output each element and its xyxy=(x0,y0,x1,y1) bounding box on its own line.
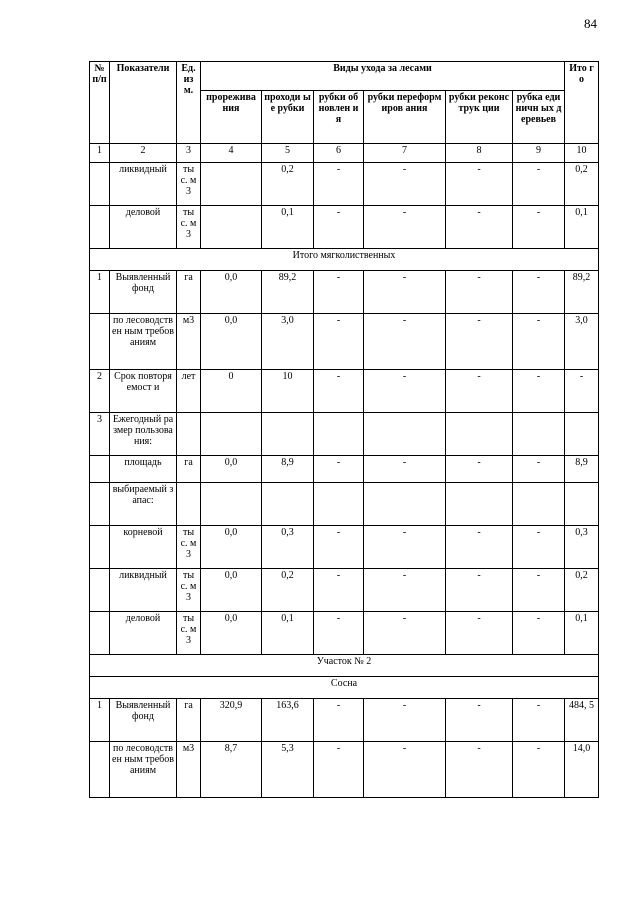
table-cell xyxy=(177,483,201,526)
table-cell xyxy=(446,413,513,456)
table-cell: 0,2 xyxy=(565,163,599,206)
table-cell: - xyxy=(364,271,446,314)
table-cell: - xyxy=(314,526,364,569)
table-cell: 89,2 xyxy=(565,271,599,314)
table-cell: га xyxy=(177,456,201,483)
table-cell: - xyxy=(513,314,565,370)
table-cell: 484, 5 xyxy=(565,699,599,742)
table-row xyxy=(90,699,599,742)
table-cell: 320,9 xyxy=(201,699,262,742)
table-cell: - xyxy=(446,699,513,742)
table-cell: - xyxy=(314,569,364,612)
table-cell: - xyxy=(364,163,446,206)
table-cell: - xyxy=(446,456,513,483)
table-cell: 8,7 xyxy=(201,742,262,798)
table-cell: 3,0 xyxy=(262,314,314,370)
column-number: 2 xyxy=(110,144,177,163)
table-row xyxy=(90,370,599,413)
table-cell: - xyxy=(513,569,565,612)
table-cell: - xyxy=(446,370,513,413)
header-type: рубки реконструк ции xyxy=(446,91,513,144)
table-cell: 8,9 xyxy=(262,456,314,483)
forest-care-table xyxy=(89,61,599,798)
table-cell xyxy=(201,483,262,526)
table-cell: ты с. м3 xyxy=(177,163,201,206)
table-cell: - xyxy=(314,742,364,798)
table-cell xyxy=(446,483,513,526)
header-type: рубка единичн ых деревьев xyxy=(513,91,565,144)
table-cell xyxy=(177,413,201,456)
table-cell: ты с. м3 xyxy=(177,526,201,569)
table-cell: деловой xyxy=(110,612,177,655)
table-cell: - xyxy=(446,569,513,612)
table-cell: - xyxy=(364,314,446,370)
table-cell: ты с. м3 xyxy=(177,612,201,655)
header-group: Виды ухода за лесами xyxy=(201,62,565,91)
table-cell xyxy=(262,483,314,526)
section-title: Итого мягколиственных xyxy=(90,249,599,271)
column-number: 6 xyxy=(314,144,364,163)
table-cell: по лесоводствен ным требованиям xyxy=(110,742,177,798)
table-cell: 8,9 xyxy=(565,456,599,483)
table-cell: 1 xyxy=(90,699,110,742)
table-cell: - xyxy=(314,163,364,206)
table-row xyxy=(90,612,599,655)
header-row xyxy=(90,62,599,91)
table-cell: 0 xyxy=(201,370,262,413)
table-cell xyxy=(565,483,599,526)
table-cell: 0,2 xyxy=(262,163,314,206)
table-row xyxy=(90,526,599,569)
table-cell: - xyxy=(314,699,364,742)
header-total: Ито го xyxy=(565,62,599,144)
table-cell: - xyxy=(364,612,446,655)
table-cell: - xyxy=(513,742,565,798)
table-row xyxy=(90,456,599,483)
table-cell: 5,3 xyxy=(262,742,314,798)
table-cell: 0,0 xyxy=(201,271,262,314)
column-number: 5 xyxy=(262,144,314,163)
table-cell: - xyxy=(314,456,364,483)
table-cell: - xyxy=(446,163,513,206)
table-cell xyxy=(513,413,565,456)
table-cell: лет xyxy=(177,370,201,413)
table-cell: 0,2 xyxy=(565,569,599,612)
section-title: Участок № 2 xyxy=(90,655,599,677)
table-cell: - xyxy=(513,612,565,655)
table-cell: 0,3 xyxy=(565,526,599,569)
table-cell: га xyxy=(177,271,201,314)
table-cell xyxy=(90,483,110,526)
table-cell: - xyxy=(446,271,513,314)
table-cell: - xyxy=(364,370,446,413)
section-row xyxy=(90,655,599,677)
table-cell: 14,0 xyxy=(565,742,599,798)
table-row xyxy=(90,483,599,526)
table-cell: ликвидный xyxy=(110,569,177,612)
table-cell: - xyxy=(446,206,513,249)
table-cell: ты с. м3 xyxy=(177,569,201,612)
table-cell: 0,0 xyxy=(201,314,262,370)
table-cell xyxy=(201,206,262,249)
column-number: 1 xyxy=(90,144,110,163)
table-cell: 3,0 xyxy=(565,314,599,370)
table-cell: - xyxy=(513,526,565,569)
table-cell xyxy=(90,314,110,370)
table-cell: - xyxy=(364,699,446,742)
table-cell: - xyxy=(513,163,565,206)
table-cell: - xyxy=(513,699,565,742)
page-number: 84 xyxy=(584,16,597,31)
table-cell: Ежегодный размер пользования: xyxy=(110,413,177,456)
table-cell: - xyxy=(446,314,513,370)
table-row xyxy=(90,742,599,798)
table-cell: ликвидный xyxy=(110,163,177,206)
table-cell: корневой xyxy=(110,526,177,569)
table-cell xyxy=(565,413,599,456)
header-type: рубки переформиров ания xyxy=(364,91,446,144)
table-cell: - xyxy=(364,742,446,798)
table-cell: - xyxy=(513,456,565,483)
table-cell: 0,1 xyxy=(565,612,599,655)
table-cell: - xyxy=(314,370,364,413)
table-cell: - xyxy=(446,526,513,569)
table-cell: Выявленный фонд xyxy=(110,271,177,314)
table-cell xyxy=(90,742,110,798)
table-cell: - xyxy=(364,526,446,569)
section-row xyxy=(90,677,599,699)
table-cell: 2 xyxy=(90,370,110,413)
table-cell: Срок повторяемост и xyxy=(110,370,177,413)
table-cell xyxy=(201,413,262,456)
table-cell: 0,0 xyxy=(201,526,262,569)
table-cell: 0,0 xyxy=(201,612,262,655)
table-cell xyxy=(513,483,565,526)
table-cell: Выявленный фонд xyxy=(110,699,177,742)
table-cell: 163,6 xyxy=(262,699,314,742)
table-body xyxy=(90,163,599,798)
section-row xyxy=(90,249,599,271)
table-cell: - xyxy=(364,206,446,249)
table-cell: га xyxy=(177,699,201,742)
table-cell xyxy=(364,483,446,526)
header-type: прорежива ния xyxy=(201,91,262,144)
table-row xyxy=(90,413,599,456)
header-num: № п/п xyxy=(90,62,110,144)
table-cell xyxy=(364,413,446,456)
table-cell xyxy=(314,483,364,526)
table-cell: - xyxy=(446,742,513,798)
table-cell: по лесоводствен ным требованиям xyxy=(110,314,177,370)
table-cell xyxy=(90,163,110,206)
table-cell: - xyxy=(314,206,364,249)
table-cell xyxy=(262,413,314,456)
column-number: 9 xyxy=(513,144,565,163)
table-cell: площадь xyxy=(110,456,177,483)
table-cell: 0,3 xyxy=(262,526,314,569)
table-cell: - xyxy=(364,569,446,612)
table-cell xyxy=(90,206,110,249)
table-cell: 0,1 xyxy=(262,206,314,249)
table-cell xyxy=(90,456,110,483)
table-cell: - xyxy=(314,271,364,314)
table-row xyxy=(90,271,599,314)
column-number: 7 xyxy=(364,144,446,163)
table-cell xyxy=(201,163,262,206)
column-number: 4 xyxy=(201,144,262,163)
table-cell: - xyxy=(314,612,364,655)
table-cell xyxy=(90,569,110,612)
table-row xyxy=(90,163,599,206)
table-cell: выбираемый запас: xyxy=(110,483,177,526)
table-cell: 10 xyxy=(262,370,314,413)
column-number-row xyxy=(90,144,599,163)
table-cell: - xyxy=(513,370,565,413)
table-cell: - xyxy=(446,612,513,655)
table-cell: - xyxy=(314,314,364,370)
table-cell: 0,1 xyxy=(565,206,599,249)
table-cell: 0,0 xyxy=(201,569,262,612)
table-cell: деловой xyxy=(110,206,177,249)
table-cell: 0,1 xyxy=(262,612,314,655)
table-cell: - xyxy=(364,456,446,483)
table-cell xyxy=(314,413,364,456)
table-cell: - xyxy=(565,370,599,413)
column-number: 8 xyxy=(446,144,513,163)
table-cell: 3 xyxy=(90,413,110,456)
column-number: 3 xyxy=(177,144,201,163)
table-cell xyxy=(90,526,110,569)
table-cell: - xyxy=(513,206,565,249)
table-cell: 0,0 xyxy=(201,456,262,483)
table-row xyxy=(90,569,599,612)
table-cell: м3 xyxy=(177,742,201,798)
header-indicator: Показатели xyxy=(110,62,177,144)
table-cell: м3 xyxy=(177,314,201,370)
column-number: 10 xyxy=(565,144,599,163)
header-type: проходи ые рубки xyxy=(262,91,314,144)
table-cell: 0,2 xyxy=(262,569,314,612)
table-cell: ты с. м3 xyxy=(177,206,201,249)
header-unit: Ед. из м. xyxy=(177,62,201,144)
table-row xyxy=(90,314,599,370)
table-cell xyxy=(90,612,110,655)
table-cell: 89,2 xyxy=(262,271,314,314)
table-cell: 1 xyxy=(90,271,110,314)
table-row xyxy=(90,206,599,249)
section-title: Сосна xyxy=(90,677,599,699)
header-type: рубки обновлен ия xyxy=(314,91,364,144)
table-cell: - xyxy=(513,271,565,314)
